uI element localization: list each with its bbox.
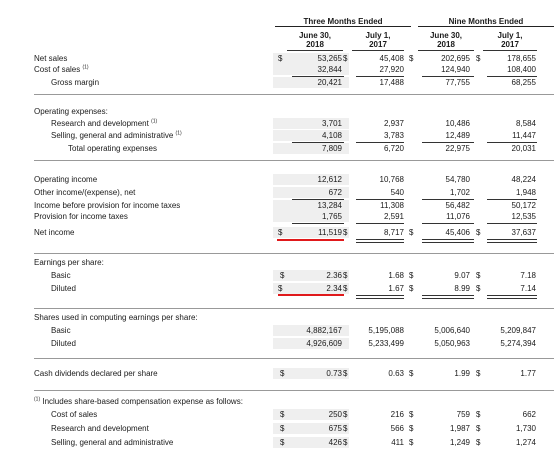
value-9m-2017: 11,447 [512, 131, 536, 140]
dollar-sign: $ [343, 284, 348, 293]
value-9m-2017: 8,584 [515, 119, 536, 128]
value-9m-2017: 1,730 [515, 424, 536, 433]
value-9m-2017: 662 [522, 410, 536, 419]
value-9m-2018: 54,780 [445, 175, 470, 184]
row-total-opex [0, 143, 560, 154]
dollar-sign: $ [476, 271, 481, 280]
value-q3-2017: 6,720 [383, 144, 404, 153]
footnote-marker: (1) [151, 118, 158, 125]
dollar-sign: $ [343, 424, 348, 433]
value-q3-2018: 426 [328, 438, 342, 447]
value-9m-2017: 1,274 [515, 438, 536, 447]
value-q3-2017: 411 [391, 438, 404, 447]
row-sbc-rnd [0, 423, 560, 434]
value-9m-2018: 5,006,640 [434, 326, 470, 335]
subtotal-line [292, 223, 344, 224]
value-q3-2017: 11,308 [380, 201, 404, 210]
col-header-4-line1: July 1, [497, 31, 523, 40]
double-underline [422, 239, 474, 243]
value-q3-2018: 675 [328, 424, 342, 433]
double-underline [356, 295, 404, 299]
value-9m-2018: 9.07 [454, 271, 470, 280]
value-9m-2018: 1,987 [449, 424, 470, 433]
dollar-sign: $ [476, 410, 481, 419]
dollar-sign: $ [409, 424, 414, 433]
row-research-development [0, 118, 560, 129]
value-q3-2017: 540 [390, 188, 404, 197]
value-q3-2018: 1,765 [321, 212, 342, 221]
value-9m-2018: 11,076 [446, 212, 470, 221]
row-pretax-income [0, 200, 560, 211]
row-cost-of-sales [0, 64, 560, 75]
value-q3-2018: 53,265 [317, 54, 342, 63]
header-nine-months: Nine Months Ended [418, 17, 554, 27]
value-q3-2017: 10,768 [379, 175, 404, 184]
value-q3-2017: 5,233,499 [368, 339, 404, 348]
value-9m-2017: 7.18 [520, 271, 536, 280]
double-underline [487, 239, 537, 243]
dollar-sign: $ [409, 410, 414, 419]
value-q3-2018: 3,701 [321, 119, 342, 128]
row-label: Net sales [34, 54, 68, 63]
dollar-sign: $ [409, 271, 414, 280]
value-9m-2018: 124,940 [441, 65, 470, 74]
value-9m-2018: 77,755 [445, 78, 470, 87]
row-shares-basic [0, 325, 560, 336]
dollar-sign: $ [476, 424, 481, 433]
red-highlight-underline [277, 239, 344, 241]
dollar-sign: $ [343, 438, 348, 447]
value-q3-2018: 250 [328, 410, 342, 419]
col-underline-2 [352, 50, 404, 51]
row-label: Cost of sales [51, 410, 98, 419]
value-q3-2017: 5,195,088 [368, 326, 404, 335]
value-q3-2017: 45,408 [379, 54, 404, 63]
row-label: Income before provision for income taxes [34, 201, 181, 210]
col-header-3-line1: June 30, [429, 31, 462, 40]
footnote-marker: (1) [175, 130, 182, 137]
dollar-sign: $ [343, 369, 348, 378]
value-q3-2018: 2.34 [326, 284, 342, 293]
value-9m-2017: 20,031 [511, 144, 536, 153]
subtotal-line [487, 223, 537, 224]
col-underline-4 [483, 50, 537, 51]
section-divider [34, 94, 554, 95]
row-label [51, 118, 157, 129]
value-9m-2018: 202,695 [441, 54, 470, 63]
double-underline [356, 239, 404, 243]
section-divider [34, 253, 554, 254]
value-q3-2017: 3,783 [383, 131, 404, 140]
dollar-sign: $ [280, 438, 285, 447]
subtotal-line [422, 223, 474, 224]
value-q3-2018: 12,612 [317, 175, 342, 184]
col-header-3-line2: 2018 [437, 40, 455, 49]
value-9m-2017: 68,255 [511, 78, 536, 87]
row-label: Operating income [34, 175, 98, 184]
dollar-sign: $ [280, 369, 285, 378]
subtotal-line [356, 223, 404, 224]
value-9m-2017: 50,172 [511, 201, 536, 210]
row-label: Net income [34, 228, 75, 237]
row-sbc-sga [0, 437, 560, 448]
value-9m-2018: 1.99 [454, 369, 470, 378]
dollar-sign: $ [476, 284, 481, 293]
row-income-tax [0, 211, 560, 222]
value-9m-2018: 759 [456, 410, 470, 419]
value-q3-2017: 27,920 [379, 65, 404, 74]
row-opex-header [0, 106, 560, 117]
double-underline [422, 295, 474, 299]
row-eps-header [0, 257, 560, 268]
row-label: Selling, general and administrative [51, 438, 174, 447]
row-label-text: Selling, general and administrative [51, 131, 174, 140]
dollar-sign: $ [278, 54, 283, 63]
row-label: Diluted [51, 339, 76, 348]
row-label: Research and development [51, 424, 149, 433]
col-header-1 [287, 31, 343, 49]
row-label-text: Research and development [51, 119, 149, 128]
dollar-sign: $ [343, 410, 348, 419]
row-sga [0, 130, 560, 141]
value-9m-2017: 12,535 [511, 212, 536, 221]
value-q3-2018: 672 [328, 188, 342, 197]
dollar-sign: $ [278, 228, 283, 237]
dollar-sign: $ [409, 284, 414, 293]
row-operating-income [0, 174, 560, 185]
value-9m-2018: 22,975 [445, 144, 470, 153]
row-label: Gross margin [51, 78, 100, 87]
value-q3-2018: 4,926,609 [306, 339, 342, 348]
value-q3-2018: 20,421 [317, 78, 342, 87]
row-dividends [0, 368, 560, 379]
value-9m-2017: 108,400 [507, 65, 536, 74]
col-header-4 [483, 31, 537, 49]
row-eps-basic [0, 270, 560, 281]
footnote-text: Includes share-based compensation expense as follows: [42, 397, 243, 406]
value-q3-2018: 2.36 [326, 271, 342, 280]
row-sbc-cost [0, 409, 560, 420]
value-q3-2017: 17,488 [379, 78, 404, 87]
value-q3-2017: 2,591 [383, 212, 404, 221]
row-label [51, 130, 182, 141]
dollar-sign: $ [409, 54, 414, 63]
dollar-sign: $ [409, 228, 414, 237]
value-q3-2017: 566 [390, 424, 404, 433]
col-header-1-line1: June 30, [298, 31, 331, 40]
row-other-income [0, 187, 560, 198]
value-9m-2018: 10,486 [445, 119, 470, 128]
value-q3-2018: 11,519 [318, 228, 342, 237]
footnote-heading [34, 396, 243, 407]
row-net-sales [0, 53, 560, 64]
value-q3-2018: 4,882,167 [306, 326, 342, 335]
dollar-sign: $ [343, 271, 348, 280]
value-9m-2018: 8.99 [454, 284, 470, 293]
row-label: Basic [51, 326, 71, 335]
value-q3-2018: 7,809 [321, 144, 342, 153]
row-label: Basic [51, 271, 71, 280]
dollar-sign: $ [280, 410, 285, 419]
row-gross-margin [0, 77, 560, 88]
col-header-2-line2: 2017 [369, 40, 387, 49]
dollar-sign: $ [343, 228, 348, 237]
col-header-1-line2: 2018 [306, 40, 324, 49]
value-q3-2017: 1.67 [388, 284, 404, 293]
row-net-income [0, 227, 560, 238]
value-q3-2018: 32,844 [317, 65, 342, 74]
value-9m-2018: 45,406 [445, 228, 470, 237]
dollar-sign: $ [409, 438, 414, 447]
section-divider [34, 390, 554, 391]
section-heading: Shares used in computing earnings per share: [34, 313, 198, 322]
dollar-sign: $ [280, 271, 285, 280]
value-9m-2017: 37,637 [511, 228, 536, 237]
col-header-2-line1: July 1, [365, 31, 391, 40]
value-q3-2017: 2,937 [383, 119, 404, 128]
value-q3-2018: 13,284 [317, 201, 342, 210]
value-9m-2018: 12,489 [445, 131, 470, 140]
value-9m-2017: 1,948 [515, 188, 536, 197]
value-9m-2017: 7.14 [520, 284, 536, 293]
value-q3-2017: 8,717 [383, 228, 404, 237]
section-divider [34, 160, 554, 161]
row-shares-diluted [0, 338, 560, 349]
dollar-sign: $ [343, 54, 348, 63]
row-label: Diluted [51, 284, 76, 293]
dollar-sign: $ [278, 284, 283, 293]
row-label-text: Cost of sales [34, 65, 81, 74]
dollar-sign: $ [476, 438, 481, 447]
value-9m-2018: 56,482 [445, 201, 470, 210]
value-9m-2017: 5,274,394 [500, 339, 536, 348]
row-label: Provision for income taxes [34, 212, 128, 221]
row-label [34, 64, 89, 75]
col-underline-1 [287, 50, 343, 51]
col-header-2 [352, 31, 404, 49]
header-three-months: Three Months Ended [275, 17, 411, 27]
value-9m-2017: 5,209,847 [500, 326, 536, 335]
value-q3-2018: 0.73 [326, 369, 342, 378]
value-9m-2017: 48,224 [511, 175, 536, 184]
dollar-sign: $ [476, 228, 481, 237]
red-highlight-underline [278, 294, 344, 296]
dollar-sign: $ [280, 424, 285, 433]
value-q3-2017: 0.63 [388, 369, 404, 378]
section-divider [34, 308, 554, 309]
row-label: Other income/(expense), net [34, 188, 136, 197]
dollar-sign: $ [409, 369, 414, 378]
value-q3-2017: 1.68 [388, 271, 404, 280]
section-heading: Earnings per share: [34, 258, 104, 267]
row-label: Cash dividends declared per share [34, 369, 158, 378]
row-eps-diluted [0, 283, 560, 294]
value-q3-2017: 216 [390, 410, 404, 419]
col-underline-3 [418, 50, 474, 51]
row-sbc-header [0, 396, 560, 407]
value-9m-2018: 1,249 [449, 438, 470, 447]
value-9m-2018: 1,702 [449, 188, 470, 197]
footnote-marker: (1) [82, 64, 89, 71]
section-heading: Operating expenses: [34, 107, 108, 116]
section-divider [34, 358, 554, 359]
dollar-sign: $ [476, 369, 481, 378]
row-label: Total operating expenses [68, 144, 157, 153]
col-header-3 [418, 31, 474, 49]
footnote-marker: (1) [34, 396, 41, 403]
value-q3-2018: 4,108 [321, 131, 342, 140]
dollar-sign: $ [476, 54, 481, 63]
value-9m-2018: 5,050,963 [434, 339, 470, 348]
col-header-4-line2: 2017 [501, 40, 519, 49]
value-9m-2017: 178,655 [507, 54, 536, 63]
double-underline [487, 295, 537, 299]
row-shares-header [0, 312, 560, 323]
value-9m-2017: 1.77 [520, 369, 536, 378]
